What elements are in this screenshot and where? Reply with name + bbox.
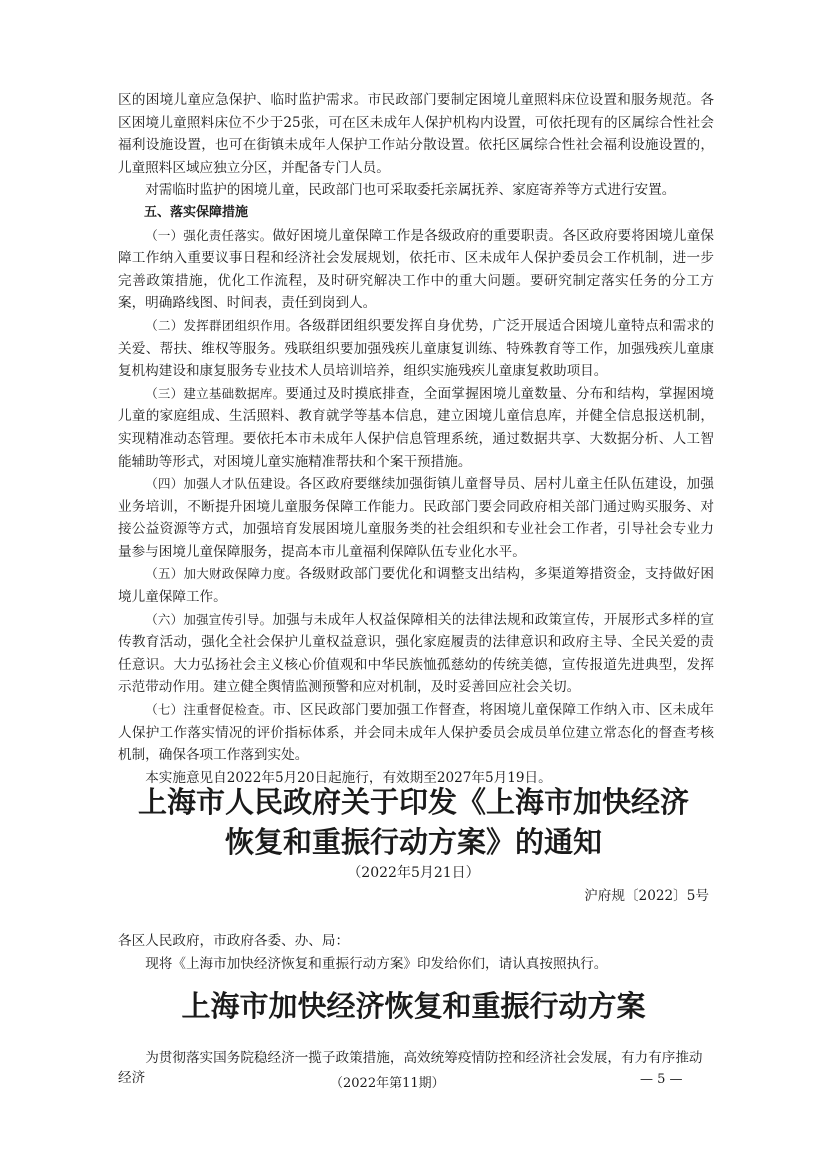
- page-number: — 5 —: [640, 1072, 683, 1087]
- paragraph-lead: （三）建立基础数据库。: [145, 385, 286, 401]
- plan-title: 上海市加快经济恢复和重振行动方案: [181, 989, 646, 1023]
- notice-date: （2022年5月21日）: [347, 865, 480, 881]
- paragraph-text: 各区政府要继续加强街镇儿童督导员、居村儿童主任队伍建设，加强业务培训，不断提升困境儿童服务保障工作能力。民政部门要会同政府相关部门通过购买服务、对接公益资源等方式，加强培育发展困境儿童服务类的社会组织和专业社会工作者，引导社会专业力量参与困境儿童保障服务，提高本市儿童福利保障队伍专业化水平。: [118, 476, 714, 560]
- paragraph: [118, 609, 714, 699]
- paragraph-lead: （四）加强人才队伍建设。: [145, 476, 299, 492]
- paragraph: [118, 699, 714, 767]
- issue-number: （2022年第11期）: [330, 1076, 445, 1091]
- paragraph-text: 要通过及时摸底排查，全面掌握困境儿童数量、分布和结构，掌握困境儿童的家庭组成、生活照料、教育就学等基本信息，建立困境儿童信息库，并健全信息报送机制，实现精准动态管理。要依托本市未成年人保护信息管理系统，通过数据共享、大数据分析、人工智能辅助等形式，对困境儿童实施精准帮扶和个案干预措施。: [118, 385, 714, 470]
- paragraph: [118, 383, 714, 473]
- paragraph: [118, 89, 714, 179]
- document-number: 沪府规〔2022〕5号: [584, 888, 709, 904]
- paragraph-lead: （二）发挥群团组织作用。: [145, 317, 299, 333]
- paragraph-text: 各级财政部门要优化和调整支出结构，多渠道筹措资金，支持做好困境儿童保障工作。: [118, 566, 714, 606]
- paragraph-lead: （一）强化责任落实。: [145, 227, 273, 243]
- notice-title-line-1: 上海市人民政府关于印发《上海市加快经济: [137, 785, 689, 819]
- paragraph: [118, 179, 714, 202]
- paragraph: [118, 315, 714, 383]
- plan-first-line: 为贯彻落实国务院稳经济一揽子政策措施，高效统筹疫情防控和经济社会发展，有力有序推动经济: [118, 1050, 703, 1086]
- notice-body: [118, 930, 714, 975]
- notice-text: 现将《上海市加快经济恢复和重振行动方案》印发给你们，请认真按照执行。: [145, 955, 608, 972]
- paragraph-text: 各级群团组织要发挥自身优势，广泛开展适合困境儿童特点和需求的关爱、帮扶、维权等服务。残联组织要加强残疾儿童康复训练、特殊教育等工作，加强残疾儿童康复机构建设和康复服务专业技术人员培训培养，组织实施残疾儿童康复救助项目。: [118, 317, 714, 380]
- paragraph: [118, 563, 714, 608]
- paragraph-text: 市、区民政部门要加强工作督查，将困境儿童保障工作纳入市、区未成年人保护工作落实情况的评价指标体系，并会同未成年人保护委员会成员单位建立常态化的督查考核机制，确保各项工作落到实处。: [118, 702, 714, 764]
- paragraph: [118, 473, 714, 563]
- paragraph-text: 区的困境儿童应急保护、临时监护需求。市民政部门要制定困境儿童照料床位设置和服务规范。各区困境儿童照料床位不少于25张，可在区未成年人保护机构内设置，可依托现有的区属综合性社会福利设施设置，也可在街镇未成年人保护工作站分散设置。依托区属综合性社会福利设施设置的，儿童照料区域应独立分区，并配备专门人员。: [118, 92, 714, 176]
- paragraph-lead: （五）加大财政保障力度。: [145, 566, 299, 582]
- notice-title: [0, 782, 827, 862]
- section-heading: [118, 202, 714, 225]
- paragraph-text: 对需临时监护的困境儿童，民政部门也可采取委托亲属抚养、家庭寄养等方式进行安置。: [145, 182, 676, 199]
- paragraph: [118, 225, 714, 315]
- paragraph-text: 加强与未成年人权益保障相关的法律法规和政策宣传，开展形式多样的宣传教育活动，强化全社会保护儿童权益意识，强化家庭履责的法律意识和政府主导、全民关爱的责任意识。大力弘扬社会主义核心价值观和中华民族恤孤慈幼的传统美德，宣传报道先进典型，发挥示范带动作用。建立健全舆情监测预警和应对机制，及时妥善回应社会关切。: [118, 611, 714, 696]
- paragraph-text: 五、落实保障措施: [144, 204, 249, 220]
- paragraph-lead: （六）加强宣传引导。: [145, 611, 273, 627]
- paragraph-lead: （七）注重督促检查。: [145, 702, 273, 718]
- notice-title-line-2: 恢复和重振行动方案》的通知: [224, 825, 602, 859]
- paragraph-text: 做好困境儿童保障工作是各级政府的重要职责。各区政府要将困境儿童保障工作纳入重要议事日程和经济社会发展规划，依托市、区未成年人保护委员会工作机制，进一步完善政策措施，优化工作流程，及时研究解决工作中的重大问题。要研究制定落实任务的分工方案，明确路线图、时间表，责任到岗到人。: [118, 227, 714, 312]
- addressee: 各区人民政府，市政府各委、办、局：: [118, 933, 350, 949]
- policy-body: [118, 89, 714, 789]
- paragraph-text: 本实施意见自2022年5月20日起施行，有效期至2027年5月19日。: [145, 769, 552, 786]
